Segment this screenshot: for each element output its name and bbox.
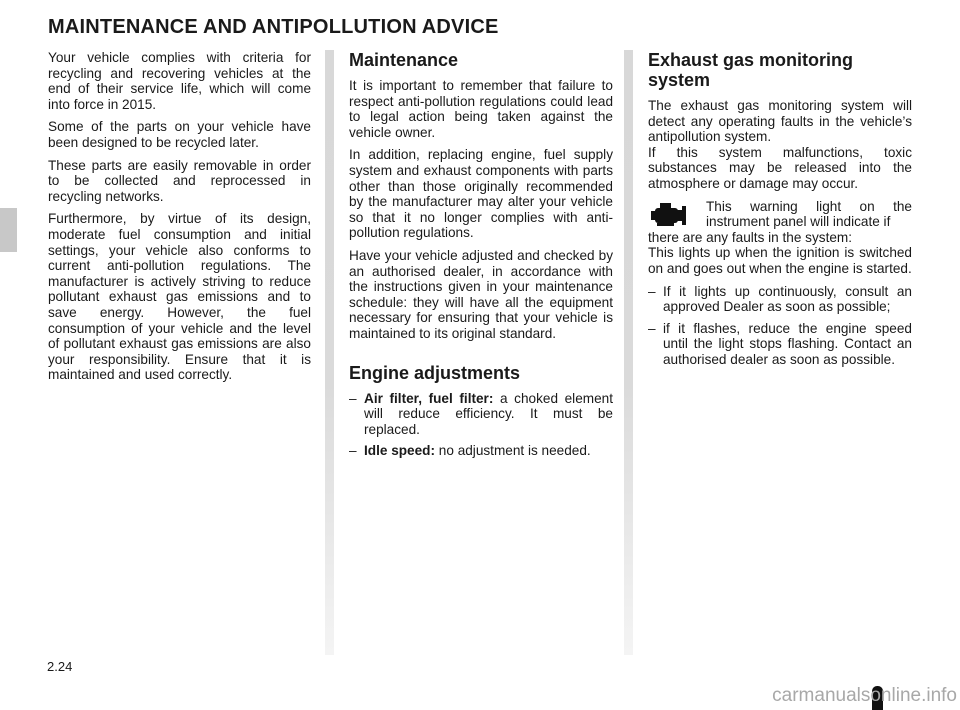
section-heading-exhaust-monitoring: Exhaust gas monitoring system <box>648 50 854 90</box>
list-dash: – <box>648 283 656 299</box>
warning-light-note <box>648 199 912 277</box>
list-item-text: If it lights up continuously, consult an approved Dealer as soon as possible; <box>663 283 912 315</box>
page-title: MAINTENANCE AND ANTIPOLLUTION ADVICE <box>48 16 499 38</box>
list-item <box>648 321 912 368</box>
list-item <box>648 284 912 315</box>
list-dash: – <box>349 443 357 459</box>
paragraph: In addition, replacing engine, fuel supply system and exhaust components with parts other than those originally recommended by the manufacturer may alter your vehicle so that it no longer complies with anti-pollution regulations. <box>349 147 613 241</box>
paragraph: Furthermore, by virtue of its design, moderate fuel consumption and initial settings, your vehicle also conforms to current anti-pollution regulations. The manufacturer is actively striving to reduce pollutant exhaust gas emissions and to save energy. However, the fuel consumption of your vehicle and the level of pollutant exhaust gas emissions are also your responsibility. Ensure that it is maintained and used correctly. <box>48 211 311 383</box>
list-item-label: Air filter, fuel filter: <box>364 390 494 406</box>
paragraph: If this system malfunctions, toxic substances may be released into the atmosphere or damage may occur. <box>648 144 912 191</box>
side-tab <box>0 208 17 252</box>
list-item-text: a choked element will reduce efficiency. It must be replaced. <box>364 390 613 437</box>
intro-column <box>48 50 311 390</box>
paragraph: These parts are easily removable in order to be collected and reprocessed in recycling networks. <box>48 157 311 204</box>
list-item <box>349 391 613 438</box>
list-item-text: no adjustment is needed. <box>435 443 591 459</box>
engine-warning-icon <box>648 201 692 231</box>
list-item-label: Idle speed: <box>364 443 436 459</box>
exhaust-monitoring-column <box>648 50 912 374</box>
column-divider <box>624 50 633 655</box>
page-number: 2.24 <box>47 659 73 674</box>
list-dash: – <box>648 320 656 336</box>
section-heading-maintenance: Maintenance <box>349 50 459 70</box>
paragraph: Your vehicle complies with criteria for recycling and recovering vehicles at the end of their service life, which will come into force in 2015. <box>48 50 311 112</box>
paragraph: Some of the parts on your vehicle have been designed to be recycled later. <box>48 119 311 150</box>
watermark: carmanualsonline.info <box>772 685 957 706</box>
warning-text: This warning light on the instrument panel will indicate if <box>706 198 912 230</box>
warning-text: there are any faults in the system: <box>648 229 853 245</box>
list-item <box>349 443 613 459</box>
warning-text: This lights up when the ignition is switched on and goes out when the engine is started. <box>648 245 912 276</box>
paragraph: Have your vehicle adjusted and checked by an authorised dealer, in accordance with the instructions given in your maintenance schedule: they will have all the equipment necessary for ensuring that your vehicle is maintained to its original standard. <box>349 247 613 341</box>
section-heading-engine-adjustments: Engine adjustments <box>349 362 521 383</box>
paragraph: It is important to remember that failure to respect anti-pollution regulations could lead to legal action being taken against the vehicle owner. <box>349 78 613 140</box>
column-divider <box>325 50 334 655</box>
list-item-text: if it flashes, reduce the engine speed until the light stops flashing. Contact an authorised dealer as soon as possible. <box>663 320 912 367</box>
maintenance-column <box>349 50 613 465</box>
paragraph: The exhaust gas monitoring system will detect any operating faults in the vehicle’s antipollution system. <box>648 98 912 145</box>
list-dash: – <box>349 390 357 406</box>
